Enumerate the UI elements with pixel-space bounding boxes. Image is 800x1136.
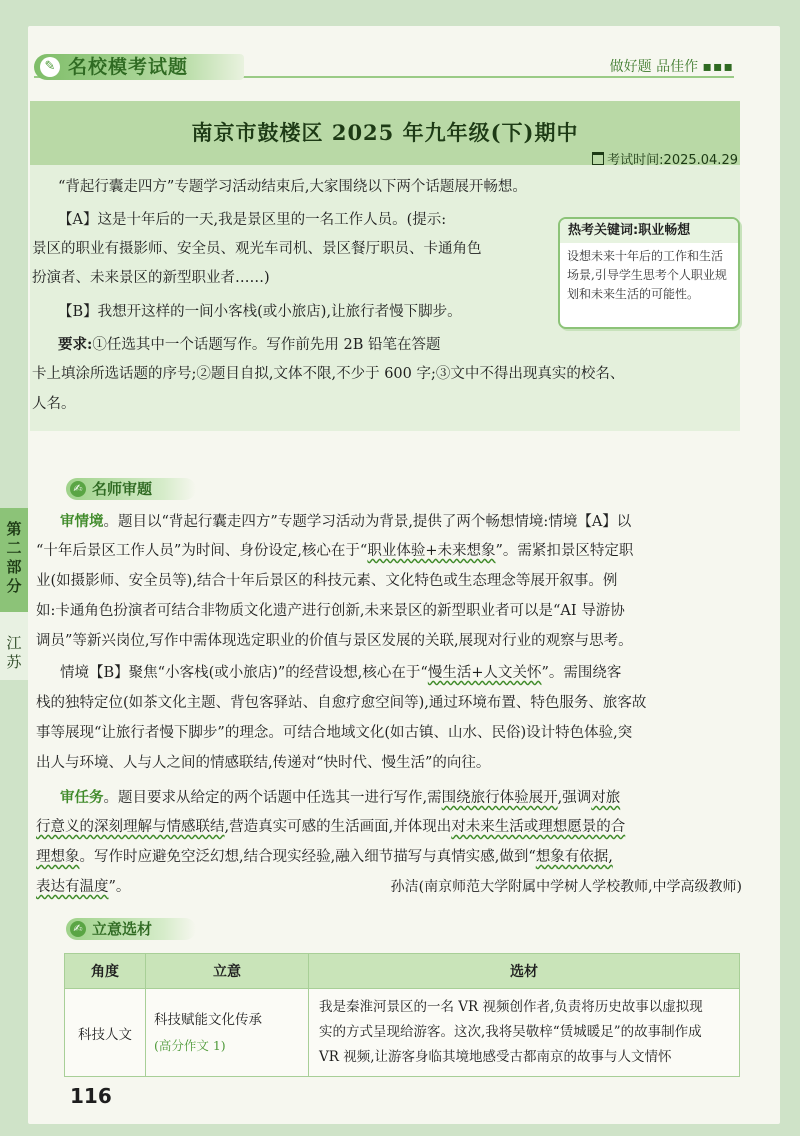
slogan-dots: ▪▪▪ xyxy=(702,59,734,75)
review-b-line-3: 事等展现“让旅行者慢下脚步”的理念。可结合地域文化(如古镇、山水、民俗)设计特色体验,突 xyxy=(36,725,633,741)
review-section-badge xyxy=(66,478,196,500)
review-task-line-4 xyxy=(36,873,130,902)
review-task-text-2b: ,营造真实可感的生活画面,并体现出 xyxy=(224,819,452,835)
review-a-line-4: 如:卡通角色扮演者可结合非物质文化遗产进行创新,未来景区的新型职业者可以是“AI 导游协 xyxy=(36,603,625,619)
review-a-line-3: 业(如摄影师、安全员等),结合十年后景区的科技元素、文化特色或生态理念等展开叙事。例 xyxy=(36,573,618,589)
author-signature: 孙洁(南京师范大学附属中学树人学校教师,中学高级教师) xyxy=(390,879,742,895)
header-angle: 角度 xyxy=(65,954,146,989)
requirement-line-2: 卡上填涂所选话题的序号;②题目自拟,文体不限,不少于 600 字;③文中不得出现真实的校名、 xyxy=(32,366,625,382)
material-line-3: VR 视频,让游客身临其境地感受古都南京的故事与人文情怀 xyxy=(319,1049,672,1065)
requirement-line-1 xyxy=(58,330,440,360)
idea-section-badge xyxy=(66,918,196,940)
side-tab-part-bg xyxy=(0,508,28,612)
situation-label: 审情境 xyxy=(60,513,104,530)
review-task-keyphrase-4a: 想象有依据, xyxy=(535,849,613,865)
chat-icon: ✍ xyxy=(70,481,86,497)
review-task-keyphrase-4b: 表达有温度 xyxy=(36,879,109,895)
prompt-line-4: 扮演者、未来景区的新型职业者……) xyxy=(32,270,270,286)
review-task-text-3b: 。写作时应避免空泛幻想,结合现实经验,融入细节描写与真情实感,做到“ xyxy=(79,849,536,865)
review-a-text-2c: ”。需紧扣景区特定职 xyxy=(495,543,634,559)
review-task-line-1 xyxy=(60,783,620,813)
requirement-label: 要求: xyxy=(58,336,93,353)
review-b-line-4: 出人与环境、人与人之间的情感联结,传递对“快时代、慢生活”的向往。 xyxy=(36,755,491,771)
review-task-text-1c: ,强调 xyxy=(557,790,592,806)
top-header xyxy=(34,54,734,80)
slogan-text: 做好题 品佳作 xyxy=(609,59,699,75)
badge-label: 名校模考试题 xyxy=(68,56,189,78)
exam-prompt-box xyxy=(30,101,740,431)
exam-date-text: 考试时间:2025.04.29 xyxy=(607,153,738,168)
exam-body xyxy=(30,165,740,431)
review-task-keyphrase-3b: 理想象 xyxy=(36,849,80,865)
review-task-keyphrase-2a: 对旅 xyxy=(591,790,621,806)
material-line-2: 实的方式呈现给游客。这次,我将吴敬梓“赁城暖足”的故事制作成 xyxy=(319,1024,702,1040)
pen-icon: ✎ xyxy=(40,57,60,77)
prompt-line-1: “背起行囊走四方”专题学习活动结束后,大家围绕以下两个话题展开畅想。 xyxy=(58,179,527,195)
review-b-text-1a: 情境【B】聚焦“小客栈(或小旅店)”的经营设想,核心在于“ xyxy=(60,665,428,681)
page-number: 116 xyxy=(70,1084,112,1108)
hot-keyword-box xyxy=(558,217,740,329)
header-material: 选材 xyxy=(309,954,740,989)
hot-keyword-text: 设想未来十年后的工作和生活场景,引导学生思考个人职业规划和未来生活的可能性。 xyxy=(567,249,727,301)
idea-sub-link[interactable]: (高分作文 1) xyxy=(154,1037,226,1053)
requirement-line-3: 人名。 xyxy=(32,396,76,412)
chat-icon: ✍ xyxy=(70,921,86,937)
exam-header xyxy=(30,101,740,168)
table-header-row xyxy=(65,954,740,989)
table-row xyxy=(65,989,740,1077)
review-task-keyphrase-1: 围绕旅行体验展开 xyxy=(441,790,558,806)
requirement-text-1: ①任选其中一个话题写作。写作前先用 2B 铅笔在答题 xyxy=(92,337,441,353)
header-idea: 立意 xyxy=(146,954,309,989)
review-task-line-3 xyxy=(36,843,613,872)
prompt-line-3: 景区的职业有摄影师、安全员、观光车司机、景区餐厅职员、卡通角色 xyxy=(32,241,482,257)
cell-angle: 科技人文 xyxy=(65,989,146,1077)
exam-title: 南京市鼓楼区 2025 年九年级(下)期中 xyxy=(191,120,579,145)
side-tab-part: 第二部分 xyxy=(6,520,22,595)
review-task-text-4b: ”。 xyxy=(108,879,131,895)
review-task-text-1a: 。题目要求从给定的两个话题中任选其一进行写作,需 xyxy=(103,790,442,806)
hot-keyword-title: 热考关键词:职业畅想 xyxy=(560,219,738,243)
side-tab xyxy=(0,508,28,680)
review-section-title: 名师审题 xyxy=(92,480,153,498)
review-b-keyphrase: 慢生活+人文关怀 xyxy=(427,665,542,681)
review-a-line-1 xyxy=(60,507,631,537)
section-badge xyxy=(34,54,244,80)
review-task-line-2 xyxy=(36,813,625,842)
side-tab-region: 江苏 xyxy=(6,634,22,671)
review-a-text-1: 。题目以“背起行囊走四方”专题学习活动为背景,提供了两个畅想情境:情境【A】以 xyxy=(103,514,632,530)
review-a-keyphrase: 职业体验+未来想象 xyxy=(367,543,496,559)
cell-material xyxy=(309,989,740,1077)
review-a-line-2 xyxy=(36,537,633,566)
task-label: 审任务 xyxy=(60,789,104,806)
idea-text: 科技赋能文化传承 xyxy=(154,1011,262,1028)
idea-section-title: 立意选材 xyxy=(92,920,153,938)
material-line-1: 我是秦淮河景区的一名 VR 视频创作者,负责将历史故事以虚拟现 xyxy=(319,999,703,1015)
review-b-line-1 xyxy=(60,659,621,688)
review-b-line-2: 栈的独特定位(如茶文化主题、背包客驿站、自愈疗愈空间等),通过环境布置、特色服务、旅客故 xyxy=(36,695,647,711)
cell-idea xyxy=(146,989,309,1077)
review-b-text-1c: ”。需围绕客 xyxy=(541,665,622,681)
calendar-icon xyxy=(592,152,604,165)
header-slogan xyxy=(610,56,734,76)
review-task-keyphrase-2b: 行意义的深刻理解与情感联结 xyxy=(36,819,225,835)
review-task-keyphrase-3a: 对未来生活或理想愿景的合 xyxy=(451,819,626,835)
prompt-line-2: 【A】这是十年后的一天,我是景区里的一名工作人员。(提示: xyxy=(58,212,447,228)
prompt-line-5: 【B】我想开这样的一间小客栈(或小旅店),让旅行者慢下脚步。 xyxy=(58,304,462,320)
idea-table xyxy=(64,953,740,1077)
review-a-text-2a: “十年后景区工作人员”为时间、身份设定,核心在于“ xyxy=(36,543,368,559)
review-a-line-5: 调员”等新兴岗位,写作中需体现选定职业的价值与景区发展的关联,展现对行业的观察与思考。 xyxy=(36,633,633,649)
